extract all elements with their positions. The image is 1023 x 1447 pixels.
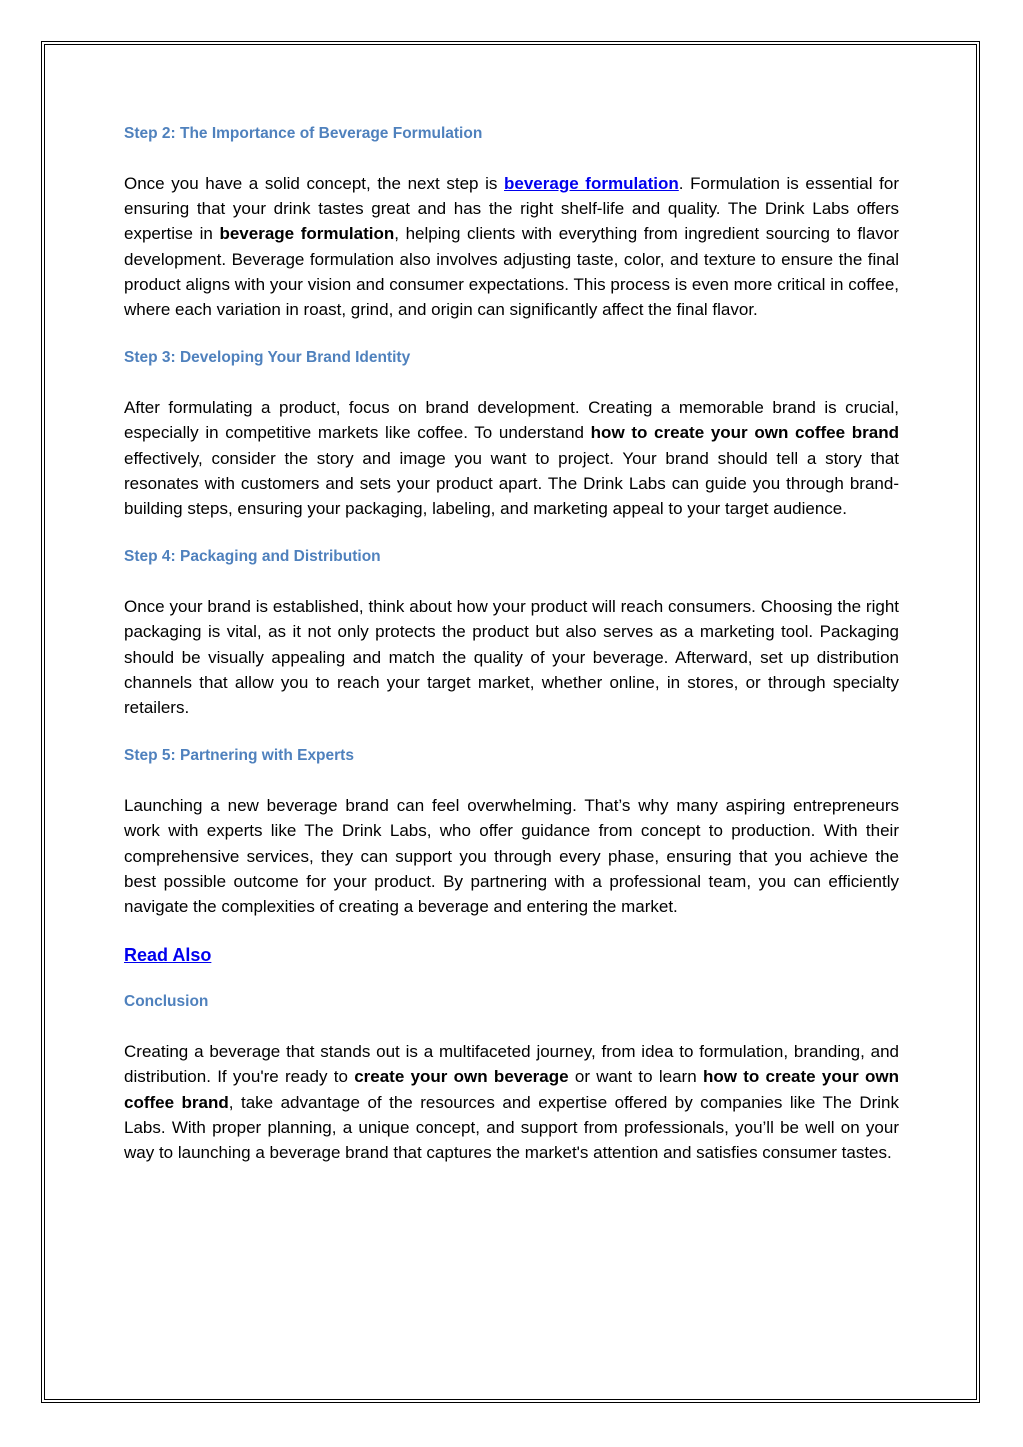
step3-text-2: effectively, consider the story and image you want to project. Your brand should tell a story that resonates with customers and sets your product apart. The Drink Labs can guide you through brand-building steps, ensuring your packaging, labeling, and marketing appeal to your target audience. xyxy=(124,448,899,519)
document-body xyxy=(124,120,899,1187)
step3-heading: Step 3: Developing Your Brand Identity xyxy=(124,349,411,367)
step2-paragraph xyxy=(124,171,899,322)
conclusion-paragraph xyxy=(124,1039,899,1165)
step4-heading: Step 4: Packaging and Distribution xyxy=(124,548,381,566)
step3-paragraph xyxy=(124,395,899,521)
beverage-formulation-link[interactable]: beverage formulation xyxy=(504,174,679,193)
conclusion-text-1: Creating a beverage that stands out is a multifaceted journey, from idea to formulation, branding, and distribution. If you're ready to xyxy=(124,1042,899,1087)
step2-text-3: , helping clients with everything from ingredient sourcing to flavor development. Beverage formulation also involves adjusting taste, color, and texture to ensure the final product aligns with your vision and consumer expectations. This process is even more critical in coffee, where each variation in roast, grind, and origin can significantly affect the final flavor. xyxy=(124,224,899,320)
step2-text-1: Once you have a solid concept, the next step is xyxy=(124,174,505,193)
conclusion-text-3: , take advantage of the resources and expertise offered by companies like The Drink Labs. With proper planning, a unique concept, and support from professionals, you’ll be well on your way to launching a beverage brand that captures the market's attention and satisfies consumer tastes. xyxy=(124,1092,899,1163)
conclusion-bold-1: create your own beverage xyxy=(354,1067,569,1087)
step2-bold-term: beverage formulation xyxy=(219,224,395,244)
conclusion-bold-2: how to create your own coffee brand xyxy=(124,1067,899,1112)
step2-heading: Step 2: The Importance of Beverage Formulation xyxy=(124,125,483,142)
step3-bold-term: how to create your own coffee brand xyxy=(590,423,899,443)
step5-paragraph: Launching a new beverage brand can feel overwhelming. That’s why many aspiring entrepreneurs work with experts like The Drink Labs, who offer guidance from concept to production. With their comprehensive services, they can support you through every phase, ensuring that you achieve the best possible outcome for your product. By partnering with a professional team, you can efficiently navigate the complexities of creating a beverage and entering the market. xyxy=(124,796,899,917)
step3-text-1: After formulating a product, focus on brand development. Creating a memorable brand is crucial, especially in competitive markets like coffee. To understand xyxy=(124,398,899,443)
step2-text-2: . Formulation is essential for ensuring that your drink tastes great and has the right shelf-life and quality. The Drink Labs offers expertise in xyxy=(124,174,899,244)
conclusion-heading: Conclusion xyxy=(124,993,209,1011)
conclusion-text-2: or want to learn xyxy=(568,1067,703,1087)
step5-heading: Step 5: Partnering with Experts xyxy=(124,747,354,765)
step4-paragraph: Once your brand is established, think about how your product will reach consumers. Choosing the right packaging is vital, as it not only protects the product but also serves as a marketing tool. Packaging should be visually appealing and match the quality of your beverage. Afterward, set up distribution channels that allow you to reach your target market, whether online, in stores, or through specialty retailers. xyxy=(124,597,899,718)
read-also-row xyxy=(124,941,899,969)
read-also-link[interactable]: Read Also xyxy=(124,945,212,966)
